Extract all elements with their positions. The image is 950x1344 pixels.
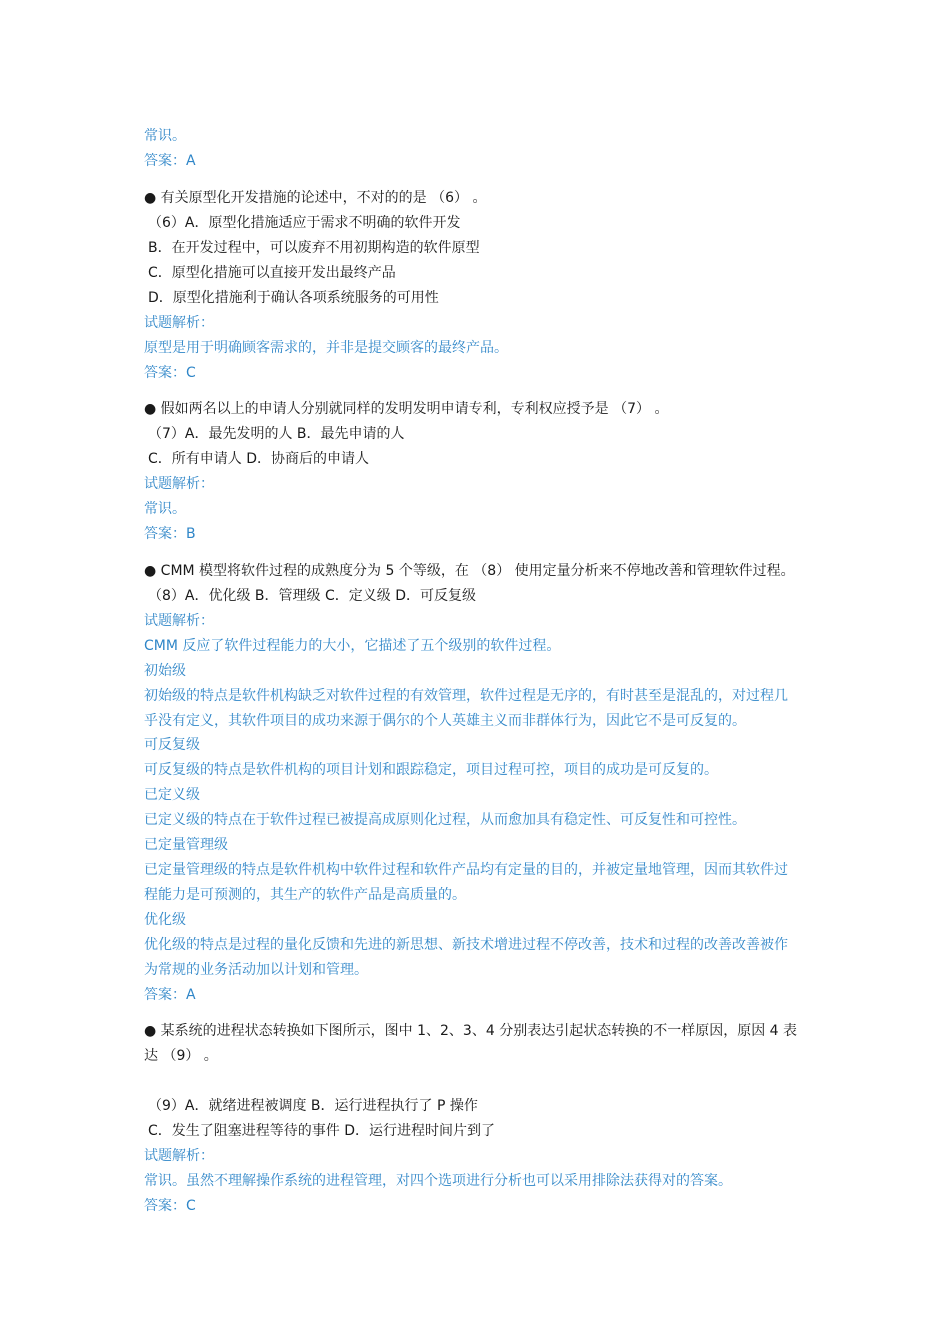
q6-analysis-line: 原型是用于明确顾客需求的，并非是提交顾客的最终产品。 [144, 340, 508, 356]
q8-analysis-line: 乎没有定义，其软件项目的成功来源于偶尔的个人英雄主义而非群体行为，因此它不是可反复的。 [144, 713, 746, 729]
q9-options-ab: （9）A．就绪进程被调度 B．运行进程执行了 P 操作 [148, 1098, 478, 1114]
q9-options-cd: C．发生了阻塞进程等待的事件 D．运行进程时间片到了 [148, 1123, 496, 1139]
q7-analysis-line: 常识。 [144, 501, 186, 517]
q6-answer: 答案：C [144, 365, 196, 381]
q8-analysis-line: 可反复级 [144, 737, 200, 753]
q6-analysis-label: 试题解析： [144, 315, 214, 331]
q7-stem: ● 假如两名以上的申请人分别就同样的发明发明申请专利，专利权应授予是 （7） 。 [144, 401, 669, 417]
q7-options-ab: （7）A．最先发明的人 B．最先申请的人 [148, 426, 405, 442]
q8-analysis-line: 初始级的特点是软件机构缺乏对软件过程的有效管理，软件过程是无序的，有时甚至是混乱的，对过程几 [144, 688, 788, 704]
q8-analysis-line: CMM 反应了软件过程能力的大小，它描述了五个级别的软件过程。 [144, 638, 561, 654]
q6-option-c: C．原型化措施可以直接开发出最终产品 [148, 265, 396, 281]
q6-option-b: B．在开发过程中，可以废弃不用初期构造的软件原型 [148, 240, 480, 256]
q9-stem-line2: 达 （9） 。 [144, 1048, 218, 1064]
q9-analysis-line: 常识。虽然不理解操作系统的进程管理，对四个选项进行分析也可以采用排除法获得对的答案。 [144, 1173, 732, 1189]
q8-analysis-line: 为常规的业务活动加以计划和管理。 [144, 962, 368, 978]
q6-option-a: （6）A．原型化措施适应于需求不明确的软件开发 [148, 215, 461, 231]
q5-analysis-line: 常识。 [144, 128, 186, 144]
q8-analysis-line: 初始级 [144, 663, 186, 679]
q6-stem: ● 有关原型化开发措施的论述中，不对的的是 （6） 。 [144, 190, 487, 206]
q8-stem: ● CMM 模型将软件过程的成熟度分为 5 个等级，在 （8） 使用定量分析来不停地改善和管理软件过程。 [144, 563, 795, 579]
q7-options-cd: C．所有申请人 D．协商后的申请人 [148, 451, 370, 467]
q9-answer: 答案：C [144, 1198, 196, 1214]
q8-analysis-line: 优化级的特点是过程的量化反馈和先进的新思想、新技术增进过程不停改善，技术和过程的改善改善被作 [144, 937, 788, 953]
q9-stem-line1: ● 某系统的进程状态转换如下图所示，图中 1、2、3、4 分别表达引起状态转换的不一样原因，原因 4 表 [144, 1023, 798, 1039]
q7-analysis-label: 试题解析： [144, 476, 214, 492]
q5-answer: 答案：A [144, 153, 196, 169]
q8-analysis-line: 已定义级 [144, 787, 200, 803]
q8-analysis-line: 已定量管理级的特点是软件机构中软件过程和软件产品均有定量的目的，并被定量地管理，因而其软件过 [144, 862, 788, 878]
q8-analysis-line: 程能力是可预测的，其生产的软件产品是高质量的。 [144, 887, 466, 903]
q8-options: （8）A．优化级 B．管理级 C．定义级 D．可反复级 [148, 588, 476, 604]
q6-option-d: D．原型化措施利于确认各项系统服务的可用性 [148, 290, 439, 306]
q8-analysis-line: 已定义级的特点在于软件过程已被提高成原则化过程，从而愈加具有稳定性、可反复性和可控性。 [144, 812, 746, 828]
q8-analysis-label: 试题解析： [144, 613, 214, 629]
q8-answer: 答案：A [144, 987, 196, 1003]
q8-analysis-line: 优化级 [144, 912, 186, 928]
q9-analysis-label: 试题解析： [144, 1148, 214, 1164]
q8-analysis-line: 已定量管理级 [144, 837, 228, 853]
q7-answer: 答案：B [144, 526, 196, 542]
q8-analysis-line: 可反复级的特点是软件机构的项目计划和跟踪稳定，项目过程可控，项目的成功是可反复的。 [144, 762, 718, 778]
